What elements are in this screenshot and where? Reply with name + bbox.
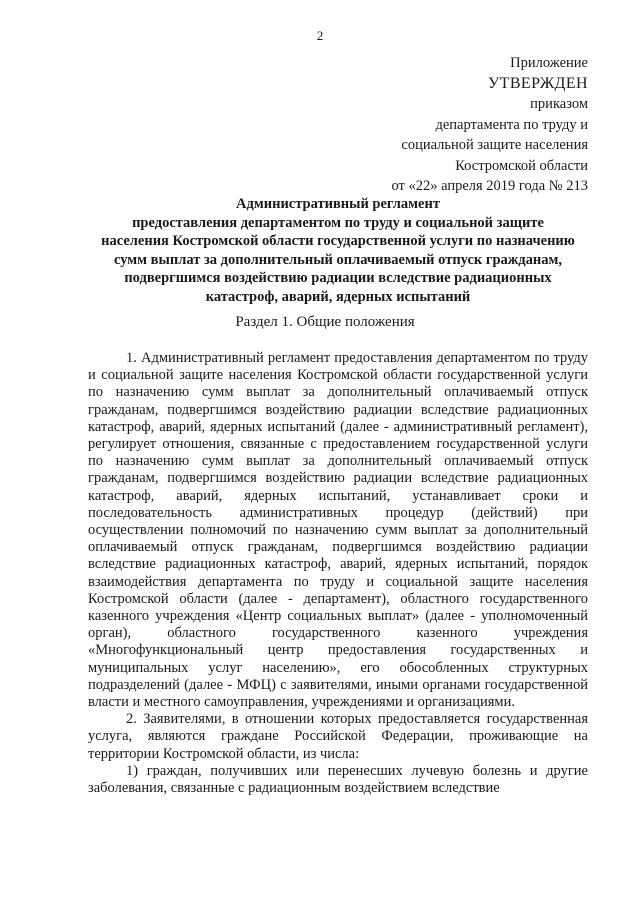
title-line: сумм выплат за дополнительный оплачиваемый отпуск гражданам,: [114, 251, 562, 268]
document-body: [88, 350, 588, 797]
title-line: предоставления департаментом по труду и социальной защите: [132, 214, 544, 231]
paragraph-2: 2. Заявителями, в отношении которых предоставляется государственная услуга, являются граждане Российской Федерации, проживающие на территории Костромской области, из числа:: [88, 711, 588, 762]
title-line: населения Костромской области государственной услуги по назначению: [101, 233, 575, 249]
section-heading: Раздел 1. Общие положения: [235, 314, 415, 330]
approval-line-region: Костромской области: [455, 157, 588, 174]
page-number: 2: [316, 28, 324, 43]
title-line: подвергшимся воздействию радиации вследствие радиационных: [124, 270, 552, 286]
approval-line-social-protection: социальной защите населения: [401, 137, 588, 153]
approval-line-appendix: Приложение: [510, 55, 588, 71]
paragraph-3: 1) граждан, получивших или перенесших лучевую болезнь и другие заболевания, связанные с радиационным воздействием вследствие: [88, 762, 588, 797]
approval-line-order: приказом: [530, 96, 588, 112]
document-title: [88, 195, 588, 306]
title-line: Административный регламент: [236, 196, 440, 212]
approval-line-department: департамента по труду и: [435, 116, 588, 133]
title-line: катастроф, аварий, ядерных испытаний: [205, 288, 471, 305]
paragraph-1: 1. Административный регламент предоставления департаментом по труду и социальной защите населения Костромской области государственной услуги по назначению сумм выплат за дополнительный оплачиваемый отпуск гражданам, подвергшимся воздействию радиации вследствие радиационных катастроф, аварий, ядерных испытаний (далее - административный регламент), регулирует отношения, связанные с предоставлением государственной услуги по назначению сумм выплат за дополнительный оплачиваемый отпуск гражданам, подвергшимся воздействию радиации вследствие радиационных катастроф, аварий, ядерных испытаний, устанавливает сроки и последовательность административных процедур (действий) при осуществлении полномочий по назначению сумм выплат за дополнительный оплачиваемый отпуск гражданам, подвергшимся воздействию радиации вследствие радиационных катастроф, аварий, ядерных испытаний, порядок взаимодействия департамента по труду и социальной защите населения Костромской области (далее - департамент), областного государственного казенного учреждения «Центр социальных выплат» (далее - уполномоченный орган), областного государственного казенного учреждения «Многофункциональный центр предоставления государственных и муниципальных услуг населению», его обособленных структурных подразделений (далее - МФЦ) с заявителями, иными органами государственной власти и местного самоуправления, учреждениями и организациями.: [88, 350, 588, 711]
approval-line-date-number: от «22» апреля 2019 года № 213: [391, 178, 588, 194]
approval-block: [391, 53, 588, 197]
approval-line-approved: УТВЕРЖДЕН: [487, 74, 588, 92]
